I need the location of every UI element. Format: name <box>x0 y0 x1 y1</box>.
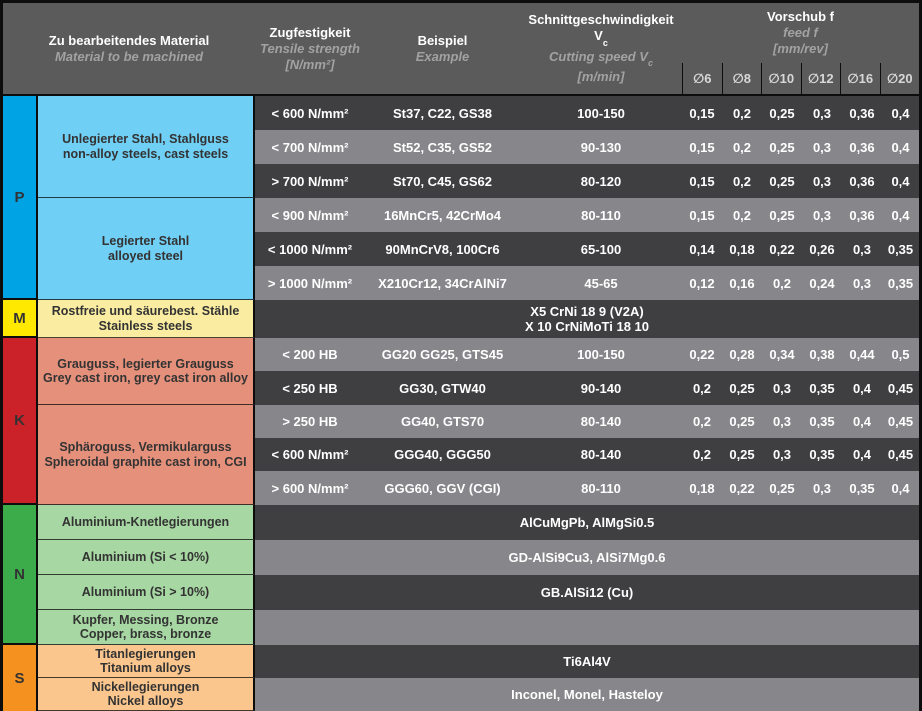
header-tensile-de: Zugfestigkeit <box>269 24 351 40</box>
material-cell: Aluminium-Knetlegierungen <box>38 505 255 540</box>
material-cell: Sphäroguss, Vermikularguss Spheroidal graphite cast iron, CGI <box>38 405 255 505</box>
header-feed <box>682 3 919 96</box>
cutting-speed-cell: 45-65 <box>520 266 682 300</box>
feed-diameter-label: ∅8 <box>722 63 762 94</box>
feed-value-cell: 0,4 <box>882 96 919 130</box>
example-span-cell <box>255 575 919 610</box>
feed-value-cell: 0,22 <box>762 232 802 266</box>
example-cell: GGG60, GGV (CGI) <box>365 471 520 505</box>
cutting-speed-cell: 80-140 <box>520 438 682 471</box>
cutting-speed-cell: 90-130 <box>520 130 682 164</box>
feed-value-cell: 0,35 <box>882 266 919 300</box>
feed-value-cell: 0,2 <box>722 164 762 198</box>
feed-value-cell: 0,38 <box>802 338 842 371</box>
cutting-speed-cell: 80-110 <box>520 471 682 505</box>
material-group-code-M: M <box>3 300 38 338</box>
feed-value-cell: 0,25 <box>722 405 762 438</box>
cutting-data-grid <box>3 3 919 711</box>
feed-value-cell: 0,3 <box>842 266 882 300</box>
header-cutting-speed <box>520 3 682 96</box>
example-span-text: X5 CrNi 18 9 (V2A) X 10 CrNiMoTi 18 10 <box>524 304 650 334</box>
example-cell: GG30, GTW40 <box>365 371 520 405</box>
header-cutting-speed-unit: [m/min] <box>577 69 625 85</box>
example-span-text: Inconel, Monel, Hasteloy <box>511 687 663 702</box>
feed-value-cell: 0,2 <box>762 266 802 300</box>
material-cell: Kupfer, Messing, Bronze Copper, brass, bronze <box>38 610 255 645</box>
feed-value-cell: 0,35 <box>842 471 882 505</box>
material-group-code-P: P <box>3 96 38 300</box>
feed-value-cell: 0,3 <box>802 130 842 164</box>
feed-value-cell: 0,3 <box>802 198 842 232</box>
feed-value-cell: 0,25 <box>762 198 802 232</box>
cutting-speed-cell: 100-150 <box>520 96 682 130</box>
feed-value-cell: 0,15 <box>682 198 722 232</box>
feed-value-cell: 0,18 <box>682 471 722 505</box>
feed-value-cell: 0,24 <box>802 266 842 300</box>
example-cell: GG20 GG25, GTS45 <box>365 338 520 371</box>
feed-value-cell: 0,4 <box>882 198 919 232</box>
feed-value-cell: 0,45 <box>882 371 919 405</box>
example-cell: GG40, GTS70 <box>365 405 520 438</box>
feed-value-cell: 0,15 <box>682 96 722 130</box>
example-cell: GGG40, GGG50 <box>365 438 520 471</box>
example-span-cell <box>255 540 919 575</box>
feed-value-cell: 0,4 <box>882 471 919 505</box>
header-feed-labels <box>682 3 919 63</box>
feed-value-cell: 0,18 <box>722 232 762 266</box>
material-cell: Grauguss, legierter Grauguss Grey cast iron, grey cast iron alloy <box>38 338 255 405</box>
feed-value-cell: 0,3 <box>802 164 842 198</box>
example-cell: St52, C35, GS52 <box>365 130 520 164</box>
example-span-cell <box>255 300 919 338</box>
header-cutting-speed-de: Schnittgeschwindigkeit $V_c$ <box>528 11 674 48</box>
header-example-en: Example <box>415 48 470 64</box>
feed-value-cell: 0,2 <box>722 130 762 164</box>
feed-value-cell: 0,34 <box>762 338 802 371</box>
feed-value-cell: 0,45 <box>882 405 919 438</box>
feed-value-cell: 0,35 <box>882 232 919 266</box>
feed-value-cell: 0,35 <box>802 405 842 438</box>
cutting-speed-cell: 65-100 <box>520 232 682 266</box>
header-tensile-unit: [N/mm²] <box>285 56 335 72</box>
feed-value-cell: 0,26 <box>802 232 842 266</box>
header-example-de: Beispiel <box>417 32 468 48</box>
header-material-de: Zu bearbeitendes Material <box>48 32 210 48</box>
feed-value-cell: 0,36 <box>842 198 882 232</box>
feed-value-cell: 0,44 <box>842 338 882 371</box>
cutting-speed-cell: 100-150 <box>520 338 682 371</box>
feed-value-cell: 0,2 <box>722 198 762 232</box>
material-cell: Unlegierter Stahl, Stahlguss non-alloy steels, cast steels <box>38 96 255 198</box>
feed-value-cell: 0,4 <box>882 130 919 164</box>
header-material <box>3 3 255 96</box>
header-example <box>365 3 520 96</box>
feed-value-cell: 0,2 <box>682 371 722 405</box>
material-cell: Rostfreie und säurebest. Stähle Stainless steels <box>38 300 255 338</box>
example-span-text: GB.AlSi12 (Cu) <box>540 585 634 600</box>
material-group-code-S: S <box>3 645 38 711</box>
example-span-cell <box>255 645 919 678</box>
feed-value-cell: 0,28 <box>722 338 762 371</box>
cutting-speed-cell: 90-140 <box>520 371 682 405</box>
tensile-cell: > 600 N/mm² <box>255 471 365 505</box>
feed-value-cell: 0,35 <box>802 371 842 405</box>
tensile-cell: < 600 N/mm² <box>255 438 365 471</box>
example-span-text: AlCuMgPb, AlMgSi0.5 <box>519 515 655 530</box>
example-cell: St70, C45, GS62 <box>365 164 520 198</box>
feed-value-cell: 0,3 <box>802 96 842 130</box>
feed-value-cell: 0,4 <box>882 164 919 198</box>
example-cell: X210Cr12, 34CrAlNi7 <box>365 266 520 300</box>
material-cell: Legierter Stahl alloyed steel <box>38 198 255 300</box>
feed-diameter-label: ∅20 <box>880 63 920 94</box>
tensile-cell: < 200 HB <box>255 338 365 371</box>
example-cell: 90MnCrV8, 100Cr6 <box>365 232 520 266</box>
material-cell: Titanlegierungen Titanium alloys <box>38 645 255 678</box>
feed-value-cell: 0,3 <box>762 405 802 438</box>
tensile-cell: < 900 N/mm² <box>255 198 365 232</box>
header-material-en: Material to be machined <box>54 48 204 64</box>
feed-value-cell: 0,35 <box>802 438 842 471</box>
example-span-text: GD-AlSi9Cu3, AlSi7Mg0.6 <box>508 550 666 565</box>
header-cutting-speed-en: Cutting speed $V_c$ <box>549 48 653 69</box>
material-group-code-N: N <box>3 505 38 645</box>
feed-diameter-label: ∅10 <box>761 63 801 94</box>
feed-value-cell: 0,25 <box>722 371 762 405</box>
cutting-speed-cell: 80-110 <box>520 198 682 232</box>
material-cell: Aluminium (Si > 10%) <box>38 575 255 610</box>
tensile-cell: > 1000 N/mm² <box>255 266 365 300</box>
feed-value-cell: 0,2 <box>722 96 762 130</box>
feed-value-cell: 0,4 <box>842 371 882 405</box>
tensile-cell: < 250 HB <box>255 371 365 405</box>
header-feed-de: Vorschub f <box>767 9 834 24</box>
feed-value-cell: 0,4 <box>842 438 882 471</box>
cutting-speed-cell: 80-120 <box>520 164 682 198</box>
example-cell: St37, C22, GS38 <box>365 96 520 130</box>
feed-value-cell: 0,12 <box>682 266 722 300</box>
example-span-cell <box>255 505 919 540</box>
feed-diameter-label: ∅16 <box>840 63 880 94</box>
feed-value-cell: 0,14 <box>682 232 722 266</box>
example-span-cell <box>255 610 919 645</box>
header-tensile-strength <box>255 3 365 96</box>
feed-value-cell: 0,25 <box>762 164 802 198</box>
feed-value-cell: 0,36 <box>842 130 882 164</box>
feed-value-cell: 0,36 <box>842 164 882 198</box>
example-span-cell <box>255 678 919 711</box>
feed-value-cell: 0,2 <box>682 438 722 471</box>
feed-value-cell: 0,36 <box>842 96 882 130</box>
tensile-cell: < 1000 N/mm² <box>255 232 365 266</box>
feed-value-cell: 0,3 <box>802 471 842 505</box>
tensile-cell: > 700 N/mm² <box>255 164 365 198</box>
feed-value-cell: 0,25 <box>762 471 802 505</box>
feed-value-cell: 0,4 <box>842 405 882 438</box>
feed-value-cell: 0,2 <box>682 405 722 438</box>
feed-value-cell: 0,15 <box>682 130 722 164</box>
example-cell: 16MnCr5, 42CrMo4 <box>365 198 520 232</box>
feed-diameter-label: ∅12 <box>801 63 841 94</box>
feed-value-cell: 0,25 <box>762 130 802 164</box>
tensile-cell: < 700 N/mm² <box>255 130 365 164</box>
feed-value-cell: 0,15 <box>682 164 722 198</box>
feed-value-cell: 0,25 <box>722 438 762 471</box>
tensile-cell: < 600 N/mm² <box>255 96 365 130</box>
example-span-text: Ti6Al4V <box>563 654 611 669</box>
feed-value-cell: 0,25 <box>762 96 802 130</box>
feed-value-cell: 0,16 <box>722 266 762 300</box>
header-feed-en: feed f <box>783 25 818 40</box>
material-cell: Aluminium (Si < 10%) <box>38 540 255 575</box>
feed-value-cell: 0,22 <box>722 471 762 505</box>
feed-diameter-row <box>682 63 919 94</box>
header-tensile-en: Tensile strength <box>260 40 360 56</box>
feed-value-cell: 0,3 <box>842 232 882 266</box>
feed-value-cell: 0,22 <box>682 338 722 371</box>
feed-value-cell: 0,3 <box>762 438 802 471</box>
feed-value-cell: 0,45 <box>882 438 919 471</box>
tensile-cell: > 250 HB <box>255 405 365 438</box>
cutting-speed-cell: 80-140 <box>520 405 682 438</box>
material-group-code-K: K <box>3 338 38 505</box>
material-cell: Nickellegierungen Nickel alloys <box>38 678 255 711</box>
feed-value-cell: 0,5 <box>882 338 919 371</box>
feed-diameter-label: ∅6 <box>682 63 722 94</box>
header-feed-unit: [mm/rev] <box>773 41 828 56</box>
feed-value-cell: 0,3 <box>762 371 802 405</box>
